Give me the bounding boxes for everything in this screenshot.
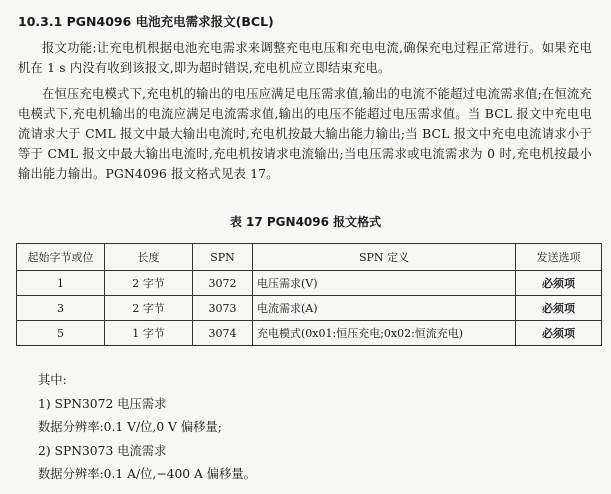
cell-start-byte: 1 xyxy=(17,271,105,296)
section-heading: 10.3.1 PGN4096 电池充电需求报文(BCL) xyxy=(18,14,274,29)
cell-spn: 3074 xyxy=(193,321,253,346)
cell-length: 2 字节 xyxy=(105,271,193,296)
cell-length: 1 字节 xyxy=(105,321,193,346)
paragraph-modes: 在恒压充电模式下,充电机的输出的电压应满足电压需求值,输出的电流不能超过电流需求值;在恒流充电模式下,充电机输出的电流应满足电流需求值,输出的电压不能超过电压需求值。当 BCL 报文中充电电流请求大于 CML 报文中最大输出电流时,充电机按最大输出能力输出;当 BCL 报文中充电电流请求小于等于 CML 报文中最大输出电流时,充电机按请求电流输出;当电压需求或电流需求为 0 时,充电机按最小输出能力输出。PGN4096 报文格式见表 17。 xyxy=(18,87,592,181)
header-send-option: 发送选项 xyxy=(516,244,602,271)
cell-spn-definition: 充电模式(0x01:恒压充电;0x02:恒流充电) xyxy=(253,321,516,346)
note-spn3073-title: 2) SPN3073 电流需求 xyxy=(38,444,167,458)
paragraph-function: 报文功能:让充电机根据电池充电需求来调整充电电压和充电电流,确保充电过程正常进行。如果充电机在 1 s 内没有收到该报文,即为超时错误,充电机应立即结束充电。 xyxy=(18,41,592,75)
notes-intro: 其中: xyxy=(38,373,67,387)
cell-start-byte: 3 xyxy=(17,296,105,321)
table-row xyxy=(17,296,602,321)
cell-send-option: 必须项 xyxy=(516,296,602,321)
note-spn3072-resolution: 数据分辨率:0.1 V/位,0 V 偏移量; xyxy=(38,420,222,434)
header-length: 长度 xyxy=(105,244,193,271)
table-row xyxy=(17,321,602,346)
cell-spn: 3073 xyxy=(193,296,253,321)
header-spn: SPN xyxy=(193,244,253,271)
table-row xyxy=(17,271,602,296)
cell-spn: 3072 xyxy=(193,271,253,296)
cell-spn-definition: 电流需求(A) xyxy=(253,296,516,321)
header-start-byte: 起始字节或位 xyxy=(17,244,105,271)
note-spn3072-title: 1) SPN3072 电压需求 xyxy=(38,397,167,411)
cell-start-byte: 5 xyxy=(17,321,105,346)
cell-length: 2 字节 xyxy=(105,296,193,321)
table-header-row xyxy=(17,244,602,271)
table-caption: 表 17 PGN4096 报文格式 xyxy=(229,215,382,229)
cell-send-option: 必须项 xyxy=(516,271,602,296)
note-spn3073-resolution: 数据分辨率:0.1 A/位,−400 A 偏移量。 xyxy=(38,467,256,481)
pgn4096-format-table xyxy=(16,243,602,346)
cell-send-option: 必须项 xyxy=(516,321,602,346)
cell-spn-definition: 电压需求(V) xyxy=(253,271,516,296)
header-spn-definition: SPN 定义 xyxy=(253,244,516,271)
